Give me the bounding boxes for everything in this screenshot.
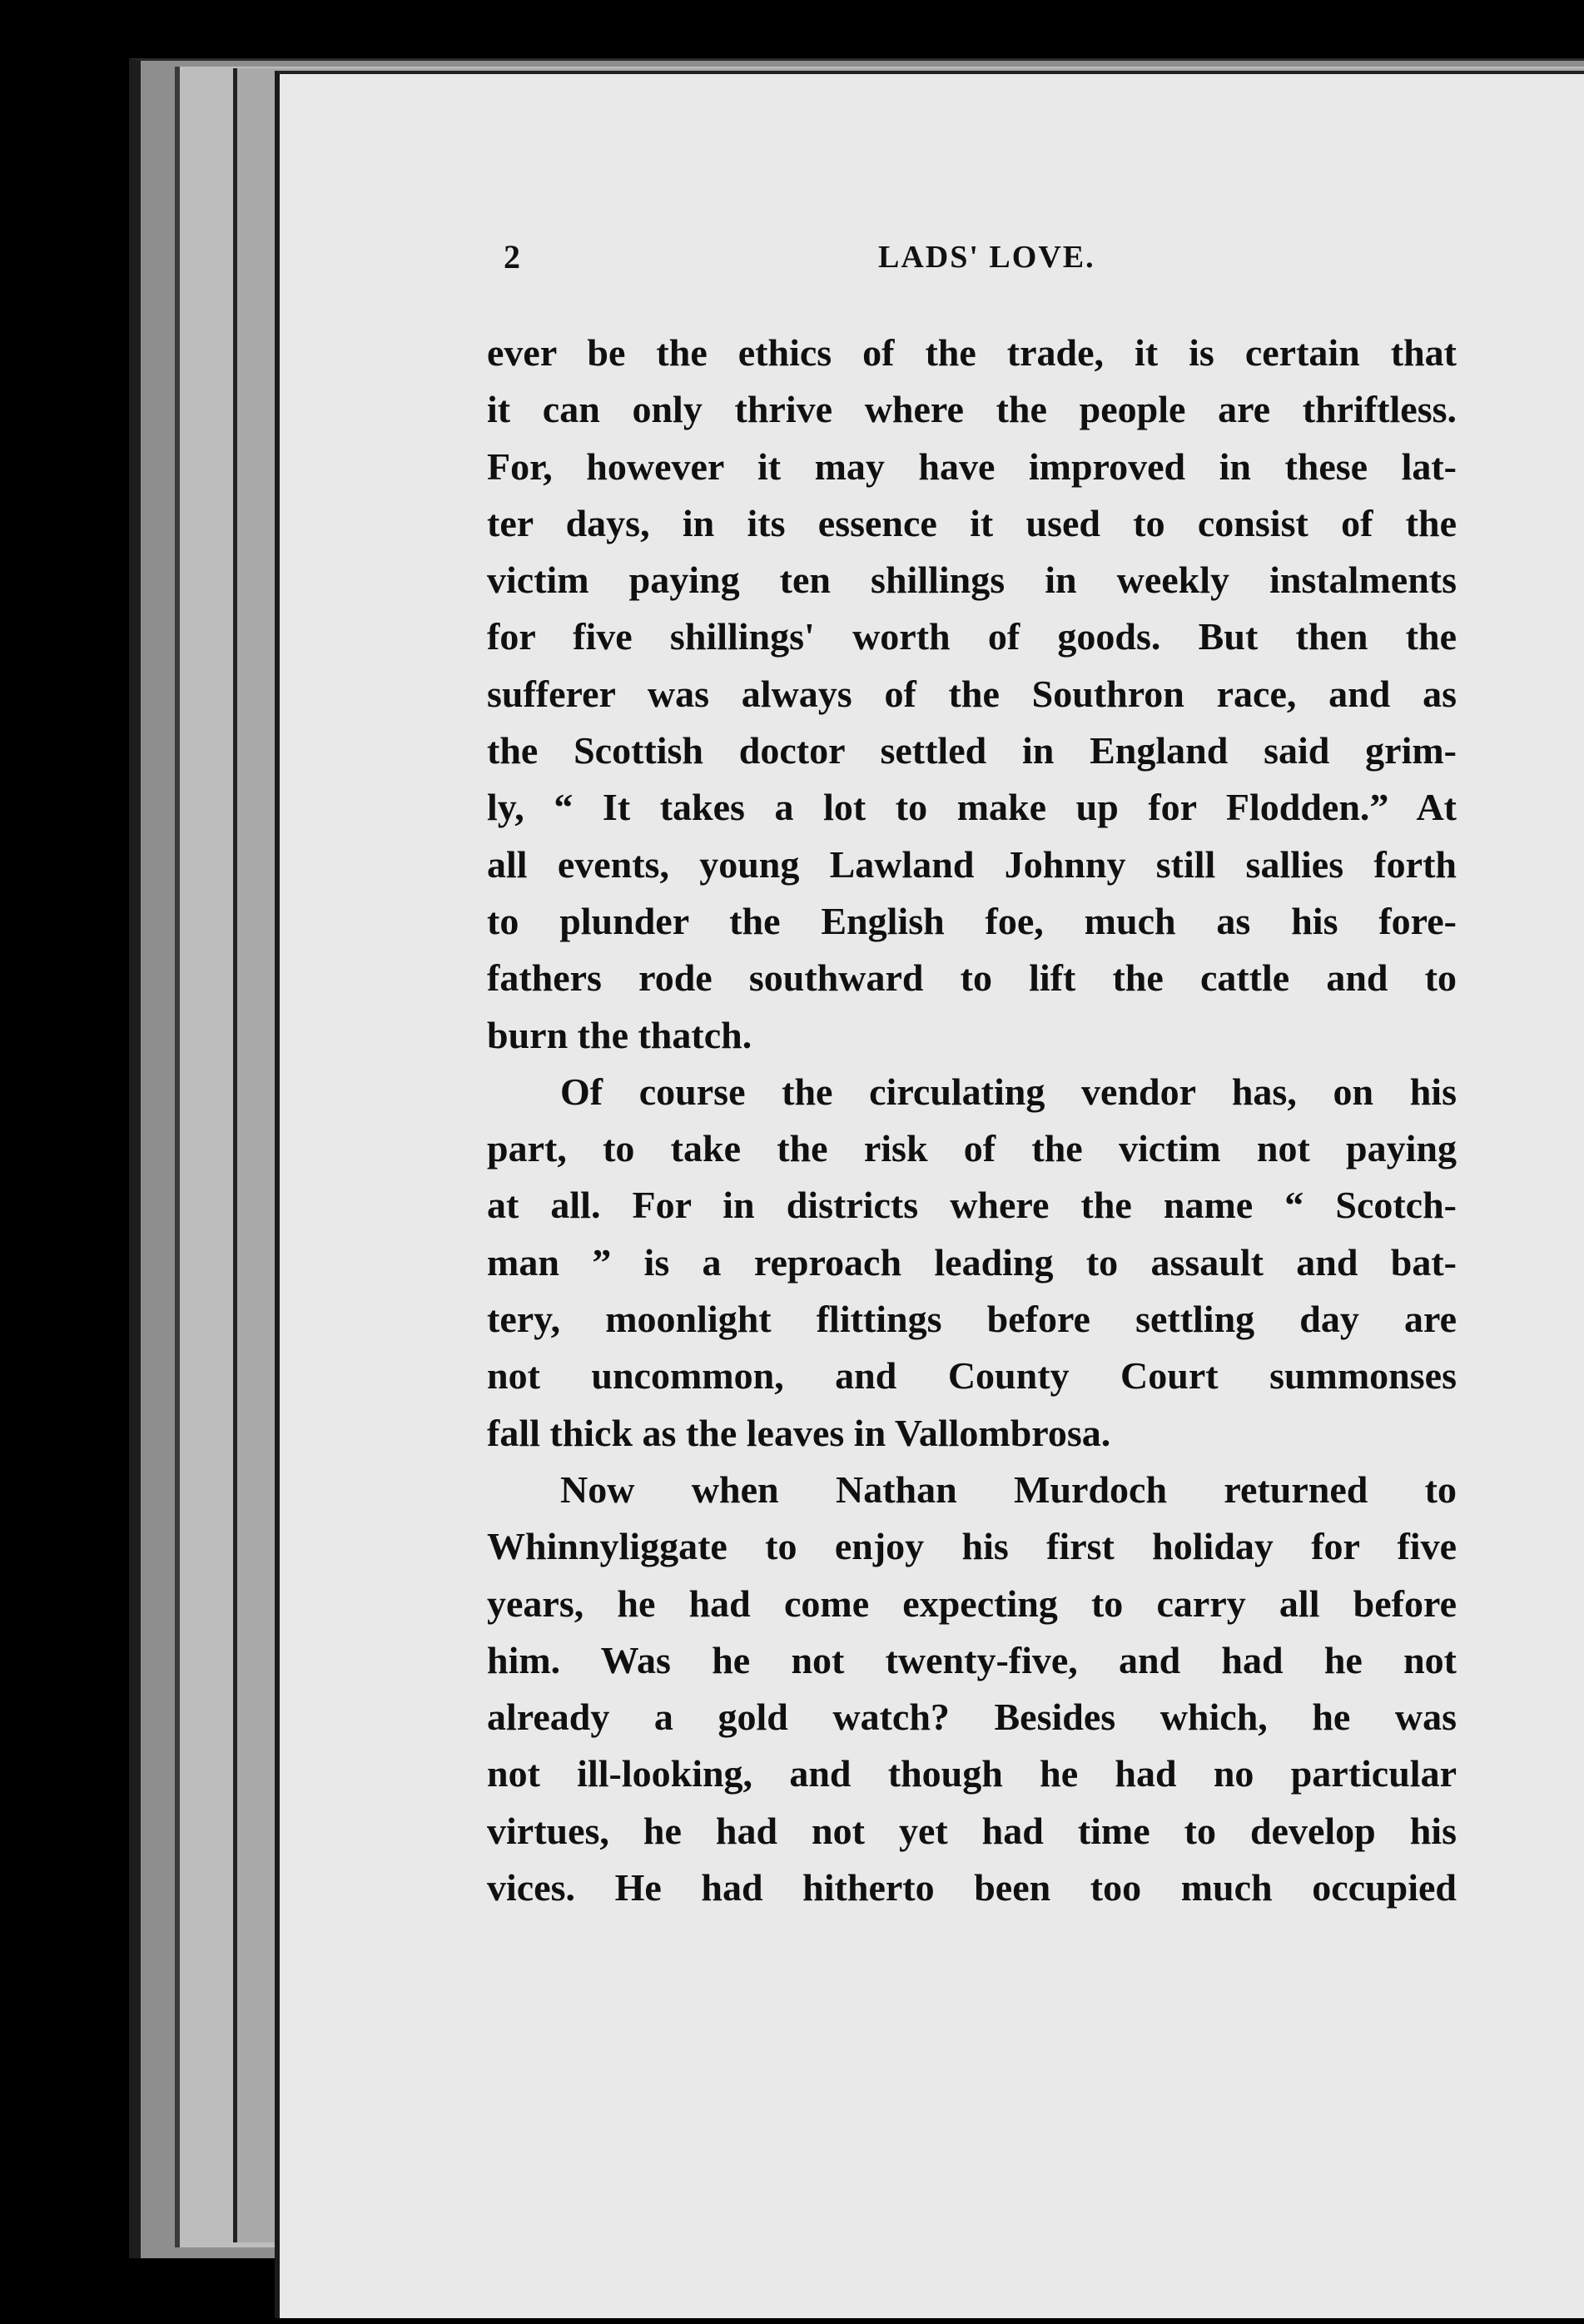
page-number: 2: [504, 238, 520, 276]
text-line: him. Was he not twenty-five, and had he not: [487, 1638, 1457, 1681]
text-line: part, to take the risk of the victim not paying: [487, 1127, 1457, 1170]
text-line: For, however it may have improved in these lat-: [487, 444, 1457, 488]
text-line: tery, moonlight flittings before settling day are: [487, 1298, 1457, 1341]
text-line: virtues, he had not yet had time to develop his: [487, 1809, 1457, 1852]
text-line: Of course the circulating vendor has, on his: [560, 1070, 1457, 1113]
text-line: not uncommon, and County Court summonses: [487, 1354, 1457, 1398]
text-line: fall thick as the leaves in Vallombrosa.: [487, 1411, 1111, 1454]
text-line: ly, “ It takes a lot to make up for Flodden.” At: [487, 786, 1457, 829]
text-line: to plunder the English foe, much as his fore-: [487, 899, 1457, 942]
text-line: burn the thatch.: [487, 1013, 752, 1056]
text-line: Whinnyliggate to enjoy his first holiday for five: [487, 1525, 1457, 1568]
text-line: fathers rode southward to lift the cattle and to: [487, 956, 1457, 1000]
text-line: years, he had come expecting to carry all before: [487, 1582, 1457, 1625]
body-text: [487, 325, 1457, 1916]
text-line: for five shillings' worth of goods. But then the: [487, 615, 1457, 658]
text-line: ever be the ethics of the trade, it is certain that: [487, 331, 1457, 374]
text-line: all events, young Lawland Johnny still sallies forth: [487, 842, 1457, 886]
text-line: already a gold watch? Besides which, he was: [487, 1696, 1457, 1739]
text-line: the Scottish doctor settled in England said grim-: [487, 729, 1457, 772]
text-line: man ” is a reproach leading to assault and bat-: [487, 1240, 1457, 1284]
text-line: vices. He had hitherto been too much occupied: [487, 1866, 1457, 1909]
text-line: sufferer was always of the Southron race, and as: [487, 672, 1457, 715]
text-line: it can only thrive where the people are thriftless.: [487, 388, 1457, 431]
text-line: Now when Nathan Murdoch returned to: [560, 1467, 1457, 1511]
page-header: [504, 237, 1120, 287]
text-line: not ill-looking, and though he had no particular: [487, 1752, 1457, 1795]
text-line: victim paying ten shillings in weekly instalments: [487, 559, 1457, 602]
text-line: ter days, in its essence it used to consist of the: [487, 501, 1457, 544]
text-line: at all. For in districts where the name “ Scotch-: [487, 1184, 1457, 1227]
running-head: LADS' LOVE.: [878, 240, 1095, 275]
